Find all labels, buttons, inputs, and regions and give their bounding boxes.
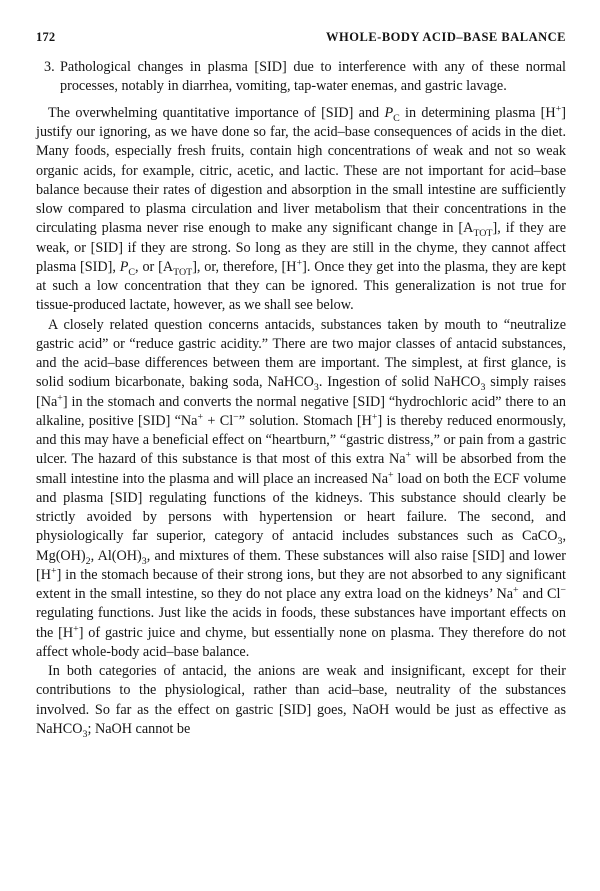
superscript: +	[50, 565, 57, 577]
text-run: ] justify our ignoring, as we have done so far, the acid–base consequences of acids in the diet. Many foods, especially fresh fruits, contain high concentrations of weak and not so weak organic acids, for example, citric, acetic, and lactic. These are not important for acid–base balance because their rates of digestion and absorption in the small intestine are sufficiently slow compared to plasma circulation and liver metabolism that their concentrations in the circulating plasma never rise enough to make any significant change in [A	[36, 104, 566, 237]
superscript: +	[371, 411, 378, 423]
superscript: +	[57, 391, 63, 403]
paragraph-antacid-anions	[36, 662, 566, 739]
text-run: ] is thereby reduced enormously, and this may have a beneficial effect on “heartburn,” “gastric distress,” or pain from a gastric ulcer. The hazard of this substance is that most of this extra Na	[36, 412, 567, 468]
superscript: +	[197, 411, 204, 423]
running-title: WHOLE-BODY ACID–BASE BALANCE	[326, 30, 566, 44]
superscript: +	[555, 103, 562, 115]
superscript: +	[388, 468, 394, 480]
text-run: , Al(OH)	[90, 547, 142, 564]
subscript: 3	[141, 555, 147, 567]
text-run: will be absorbed from the small intestine into the plasma and will place an increased Na	[36, 451, 566, 487]
text-run: ] in the stomach because of their strong ions, but they are not absorbed to any significant extent in the small intestine, so they do not place any extra load on the kidneys’ Na	[36, 566, 566, 603]
text-run: , Mg(OH)	[36, 528, 566, 564]
superscript: +	[296, 257, 303, 269]
text-run: ]. Once they get into the plasma, they are kept at such a low concentration that they can be ignored. This generalization is not true for tissue-produced lactate, however, as we shall see below.	[36, 258, 567, 314]
symbol-p: P	[119, 258, 129, 275]
text-run: ” solution. Stomach [H	[238, 412, 372, 429]
superscript: +	[513, 584, 519, 596]
paragraph-dietary-acids	[36, 104, 566, 316]
text-run: . Ingestion of solid NaHCO	[318, 374, 481, 391]
paragraph-antacids	[36, 316, 566, 663]
page-header	[36, 30, 566, 46]
subscript: C	[393, 112, 400, 124]
subscript: 3	[480, 382, 486, 394]
subscript: 3	[557, 536, 563, 548]
list-item-number: 3.	[44, 59, 55, 75]
list-item-text: Pathological changes in plasma [SID] due to interference with any of these normal processes, notably in diarrhea, vomiting, tap-water enemas, and gastric lavage.	[60, 59, 566, 95]
text-run: In both categories of antacid, the anions are weak and insignificant, except for their contributions to the physiological, rather than acid–base, neutrality of the substances involved. So far as the effect on gastric [SID] goes, NaOH would be just as effective as NaHCO	[36, 663, 566, 737]
text-run: regulating functions. Just like the acids in foods, these substances have important effects on the [H	[36, 605, 566, 641]
text-run: in determining plasma [H	[399, 104, 556, 121]
text-run: and Cl	[518, 586, 561, 603]
subscript: 3	[313, 382, 319, 394]
text-run: simply raises [Na	[36, 374, 566, 410]
text-run: ] of gastric juice and chyme, but essentially none on plasma. They therefore do not affect whole-body acid–base balance.	[36, 624, 567, 660]
text-run: ] in the stomach and converts the normal negative [SID] “hydrochloric acid” there to an alkaline, positive [SID] “Na	[36, 393, 566, 429]
subscript: 2	[85, 555, 91, 567]
superscript: −	[560, 584, 567, 596]
text-run: The overwhelming quantitative importance of [SID] and	[48, 104, 385, 121]
list-item	[36, 58, 566, 97]
subscript: TOT	[173, 266, 193, 278]
text-run: , and mixtures of them. These substances will also raise [SID] and lower [H	[36, 547, 566, 583]
text-run: ], if they are weak, or [SID] if they are strong. So long as they are still in the chyme, they cannot affect plasma [SID],	[36, 220, 566, 275]
text-run: A closely related question concerns antacids, substances taken by mouth to “neutralize gastric acid” or “reduce gastric acidity.” There are two major classes of antacid substances, and the acid–base differences between them are important. The simplest, at first glance, is solid sodium bicarbonate, baking soda, NaHCO	[36, 316, 566, 391]
text-run: , or [A	[135, 258, 174, 275]
superscript: −	[233, 411, 239, 423]
symbol-p: P	[384, 104, 394, 121]
text-run: load on both the ECF volume and plasma [SID] regulating functions of the kidneys. This substance should clearly be strictly avoided by persons with hypertension or heart failure. The second, and physiologically far superior, category of antacid includes substances such as CaCO	[36, 470, 566, 545]
subscript: 3	[82, 728, 88, 740]
book-page	[36, 30, 566, 739]
superscript: +	[73, 622, 79, 634]
text-run: ; NaOH cannot be	[87, 720, 191, 737]
superscript: +	[405, 449, 412, 461]
page-number: 172	[36, 30, 56, 44]
subscript: C	[128, 266, 136, 278]
subscript: TOT	[473, 228, 493, 240]
text-run: + Cl	[203, 412, 234, 429]
text-run: ], or, therefore, [H	[192, 258, 297, 275]
